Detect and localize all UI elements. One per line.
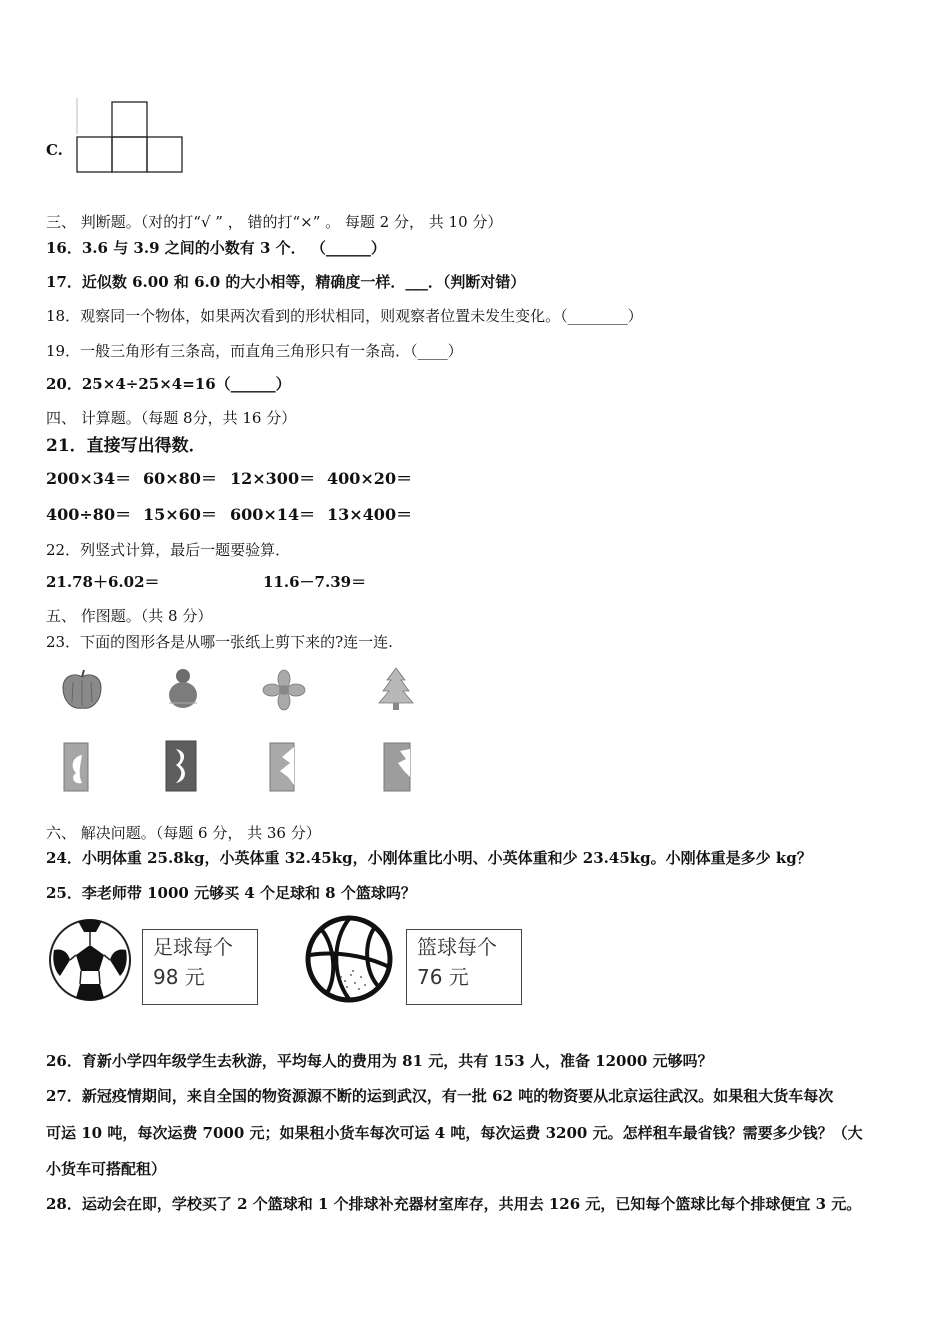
question-27-line-1: 27．新冠疫情期间，来自全国的物资源源不断的运到武汉，有一批 62 吨的物资要从北京运往武汉。如果租大货车每次 — [46, 1087, 834, 1105]
question-20: 20．25×4÷25×4=16（______） — [46, 375, 291, 393]
calc-item: 200×34＝ — [46, 469, 132, 488]
section-5-heading: 五、 作图题。（共 8 分） — [46, 607, 213, 625]
question-19: 19．一般三角形有三条高，而直角三角形只有一条高．（____） — [46, 342, 463, 360]
option-c-label: C. — [46, 141, 63, 159]
calc-item: 400÷80＝ — [46, 505, 132, 524]
basketball-price-line2: 76 元 — [417, 965, 469, 989]
section-3-heading: 三、 判断题。（对的打“√ ” ， 错的打“×” 。 每题 2 分， 共 10 分） — [46, 213, 503, 231]
question-27-line-3: 小货车可搭配租） — [46, 1160, 167, 1178]
soccer-price-line2: 98 元 — [153, 965, 205, 989]
question-21-title: 21．直接写出得数． — [46, 436, 206, 456]
soccer-ball-image — [48, 918, 132, 1002]
section-4-heading: 四、 计算题。（每题 8分，共 16 分） — [46, 409, 297, 427]
basketball-price-line1: 篮球每个 — [417, 935, 497, 959]
section-6-heading: 六、 解决问题。（每题 6 分， 共 36 分） — [46, 824, 321, 842]
soccer-price-line1: 足球每个 — [153, 935, 233, 959]
paper-sheet-image — [164, 739, 198, 793]
vertical-calc-item: 11.6－7.39＝ — [263, 573, 367, 591]
question-28: 28．运动会在即，学校买了 2 个篮球和 1 个排球补充器材室库存，共用去 126 元，已知每个篮球比每个排球便宜 3 元。 — [46, 1195, 862, 1213]
question-25: 25．李老师带 1000 元够买 4 个足球和 8 个篮球吗？ — [46, 884, 416, 902]
flower-shape-image — [263, 670, 305, 710]
calc-item: 60×80＝ — [143, 469, 217, 488]
question-17: 17．近似数 6.00 和 6.0 的大小相等，精确度一样．___．（判断对错） — [46, 273, 526, 291]
basketball-image — [305, 915, 393, 1003]
paper-sheet-image — [268, 741, 296, 793]
question-22-title: 22．列竖式计算，最后一题要验算． — [46, 541, 291, 559]
option-c-figure — [74, 98, 186, 176]
apple-shape-image — [60, 668, 104, 712]
question-23: 23．下面的图形各是从哪一张纸上剪下来的?连一连. — [46, 633, 393, 651]
calc-item: 15×60＝ — [143, 505, 217, 524]
gourd-shape-image — [163, 665, 203, 713]
question-26: 26．育新小学四年级学生去秋游，平均每人的费用为 81 元，共有 153 人，准备 12000 元够吗？ — [46, 1052, 713, 1070]
tree-shape-image — [377, 666, 415, 712]
calc-item: 13×400＝ — [327, 505, 413, 524]
paper-sheet-image — [382, 741, 412, 793]
paper-sheet-image — [62, 741, 90, 793]
question-16: 16．3.6 与 3.9 之间的小数有 3 个． （______） — [46, 239, 386, 257]
question-24: 24．小明体重 25.8kg，小英体重 32.45kg，小刚体重比小明、小英体重和少 23.45kg。小刚体重是多少 kg？ — [46, 849, 812, 867]
soccer-price-tag — [142, 929, 258, 1005]
question-18: 18．观察同一个物体，如果两次看到的形状相同，则观察者位置未发生变化。（________） — [46, 307, 643, 325]
calc-item: 12×300＝ — [230, 469, 316, 488]
calc-item: 600×14＝ — [230, 505, 316, 524]
calc-item: 400×20＝ — [327, 469, 413, 488]
question-27-line-2: 可运 10 吨，每次运费 7000 元；如果租小货车每次可运 4 吨，每次运费 3200 元。怎样租车最省钱？需要多少钱？（大 — [46, 1124, 863, 1142]
vertical-calc-item: 21.78＋6.02＝ — [46, 573, 160, 591]
basketball-price-tag — [406, 929, 522, 1005]
